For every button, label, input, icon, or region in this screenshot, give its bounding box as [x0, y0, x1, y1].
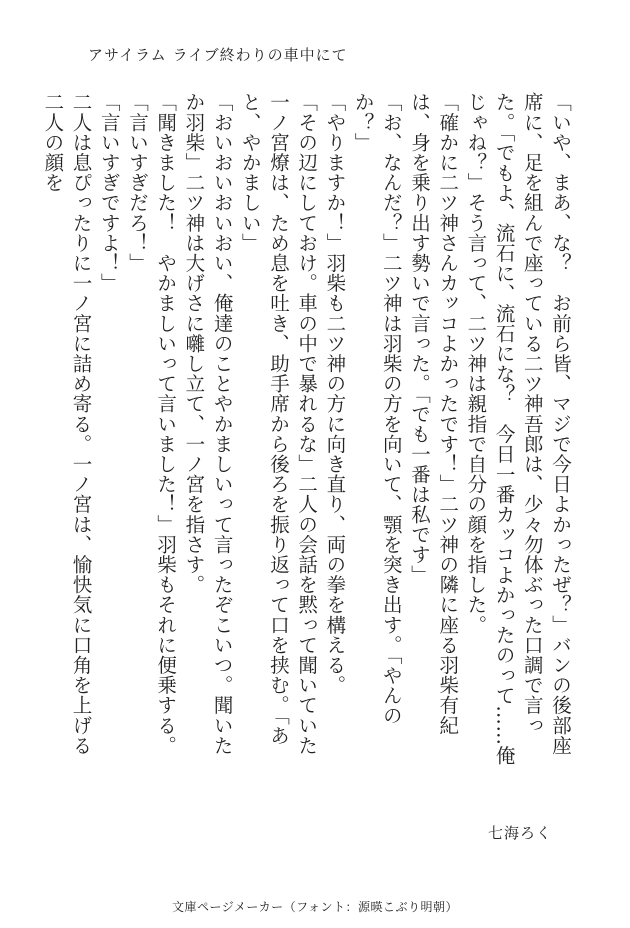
footer-credit: 文庫ページメーカー（フォント：源暎こぶり明朝）	[171, 900, 459, 914]
paragraph: 「いや、まあ、な？ お前ら皆、マジで今日よかったぜ？」バンの後部座席に、足を組んで座っている二ツ神吾郎は、少々勿体ぶった口調で言った。「でもよ、流石に、流石にな？ 今日一番カッコよかったのって……俺じゃね？」そう言って、二ツ神は親指で自分の顔を指した。	[464, 92, 572, 766]
paragraph: 「確かに二ツ神さんカッコよかったです！」二ツ神の隣に座る羽柴有紀は、身を乗り出す勢いで言った。「でも一番は私です」	[407, 92, 460, 736]
paragraph: 二人は息ぴったりに一ノ宮に詰め寄る。一ノ宮は、愉快気に口角を上げる二人の顔を	[41, 92, 93, 756]
body-text	[41, 92, 574, 768]
paragraph: 「言いすぎですよ！」	[97, 92, 121, 293]
paragraph: 「その辺にしておけ。車の中で暴れるな」二人の会話を黙って聞いていた一ノ宮燎は、ため息を吐き、助手席から後ろを振り返って口を挟む。「あと、やかましい」	[238, 92, 319, 756]
paragraph: 「おいおいおいおい、俺達のことやかましいって言ったぞこいつ。聞いたか羽柴」二ツ神は大げさに囃し立て、一ノ宮を指さす。	[182, 92, 234, 756]
paragraph: 「言いすぎだろ！」	[125, 92, 149, 273]
paragraph: 「お、なんだ？」二ツ神は羽柴の方を向いて、顎を突き出す。「やんのか？」	[351, 92, 403, 726]
paragraph: 「やりますか！」羽柴も二ツ神の方に向き直り、両の拳を構える。	[323, 92, 347, 695]
page-title: アサイラム ライブ終わりの車中にて	[88, 46, 348, 64]
author-name: 七海ろく	[487, 824, 552, 842]
paragraph: 「聞きました！ やかましいって言いました！」羽柴もそれに便乗する。	[154, 92, 178, 756]
